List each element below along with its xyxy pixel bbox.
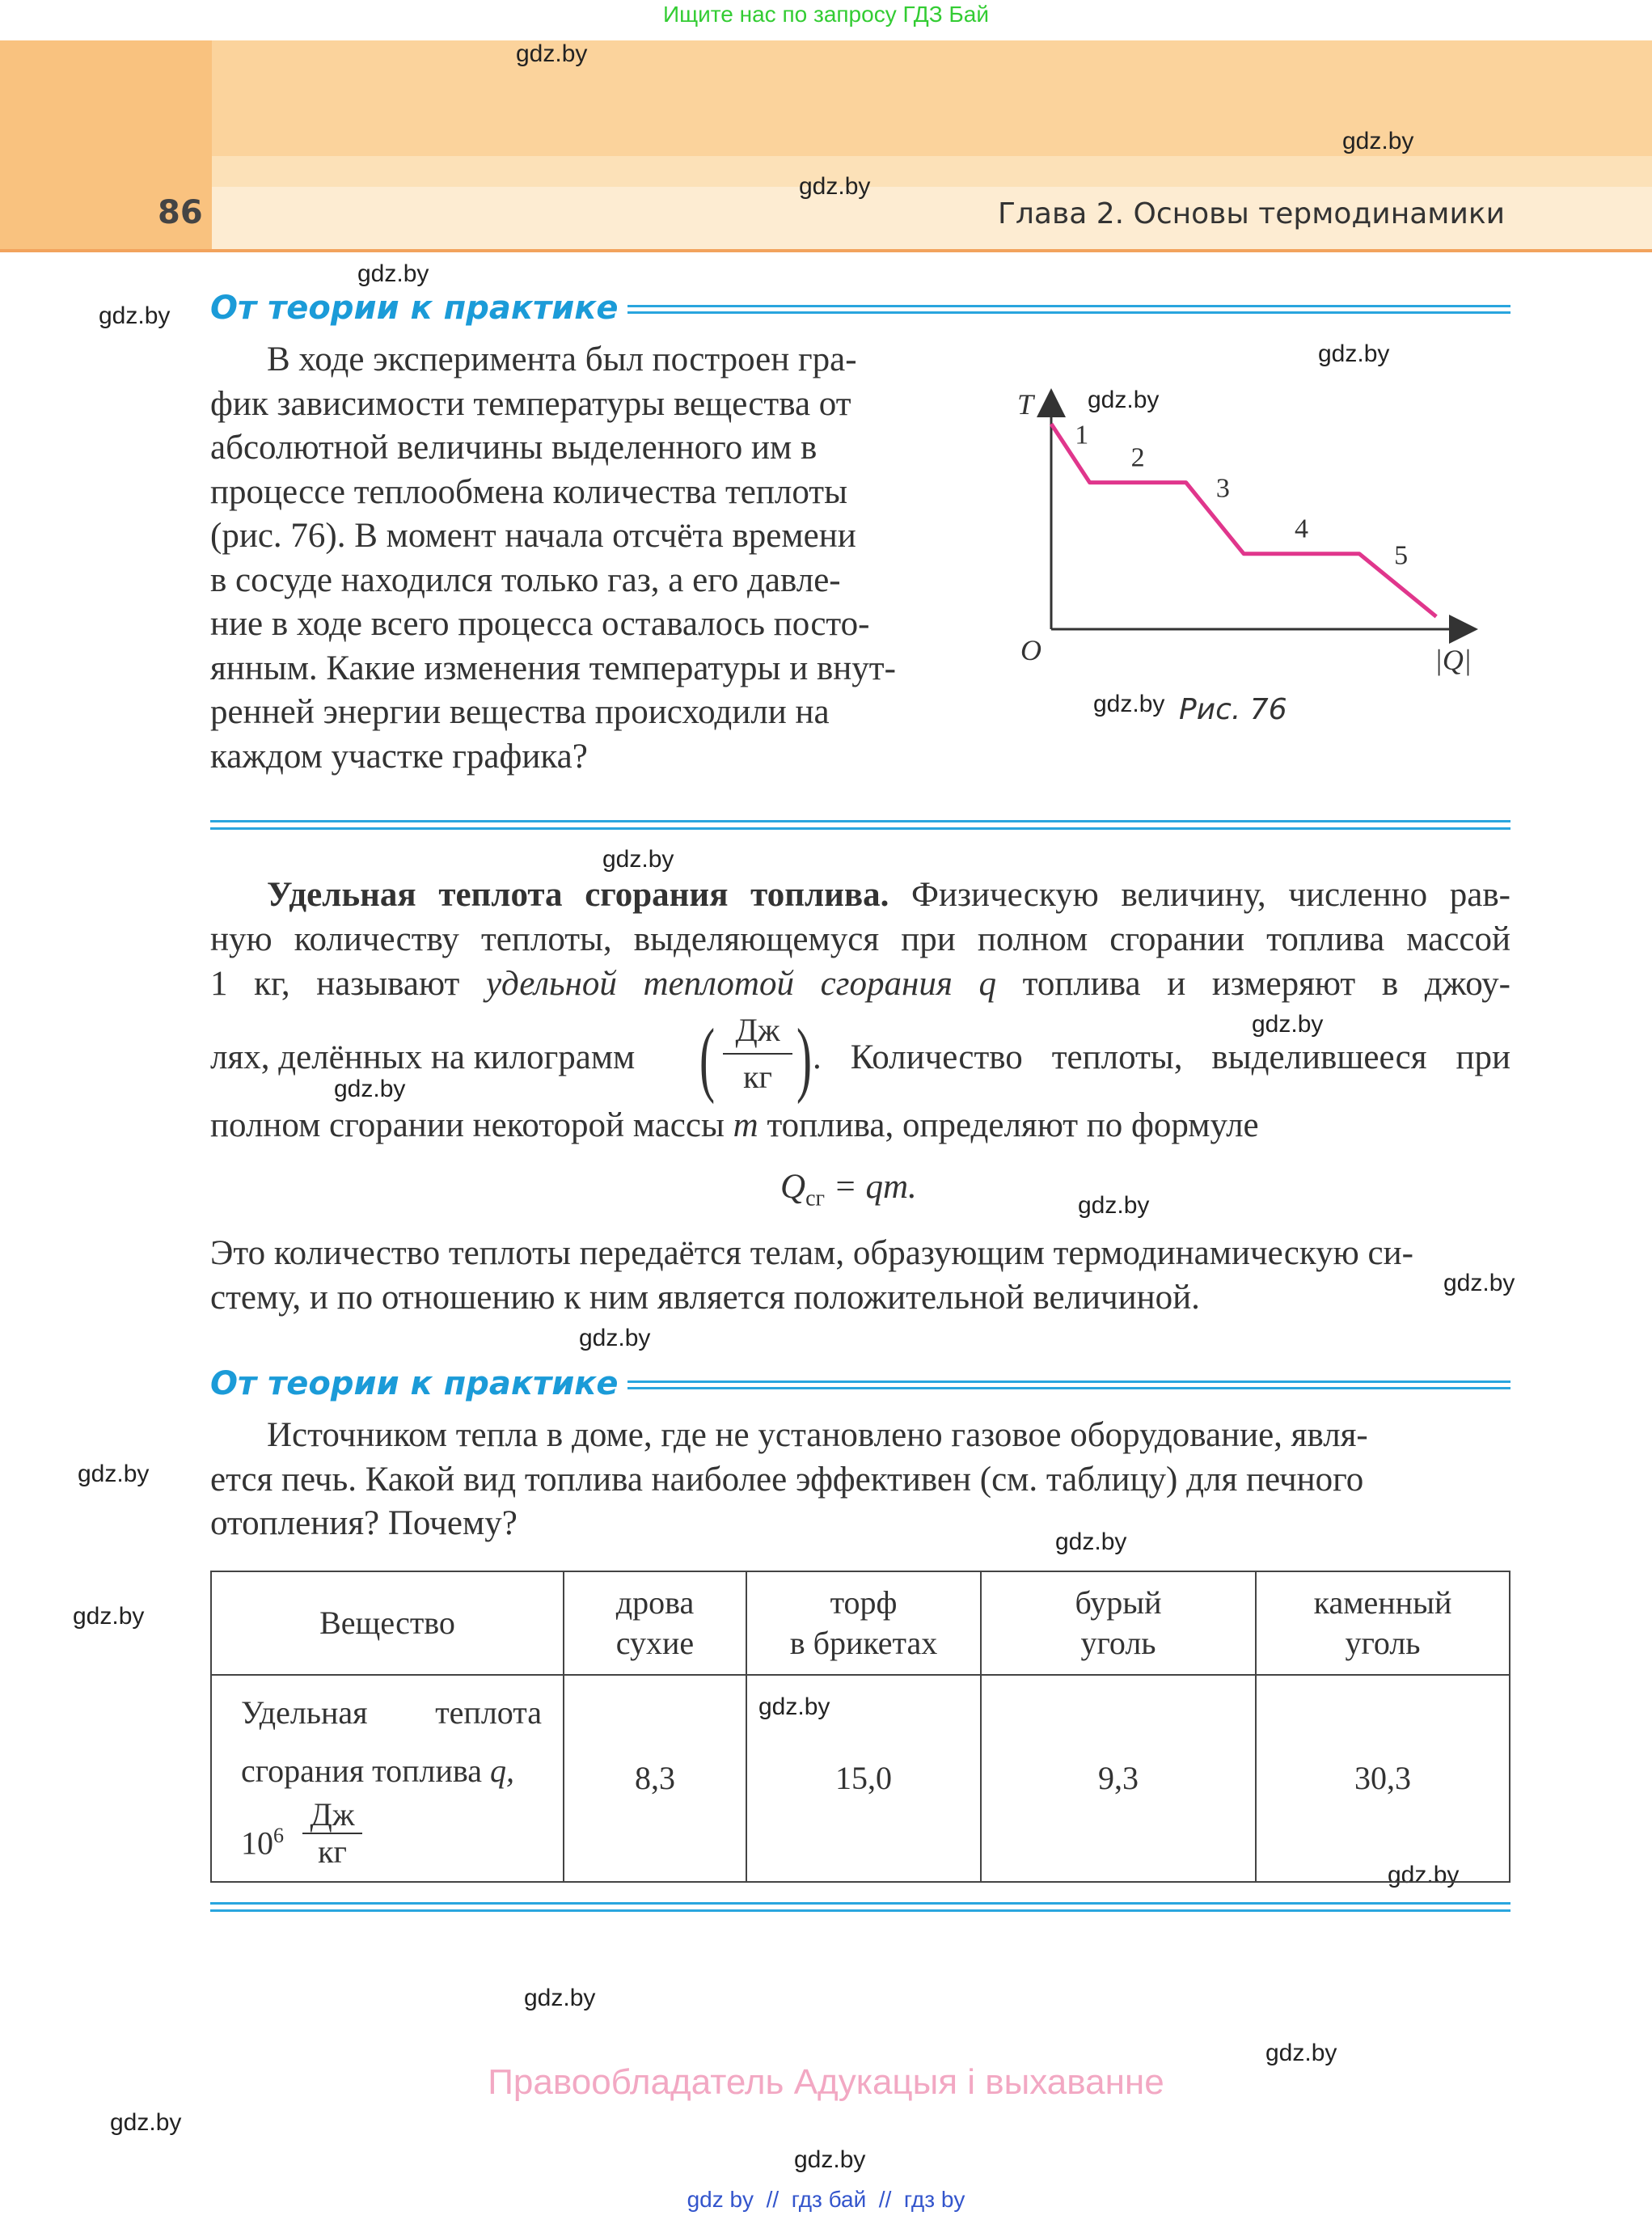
watermark: gdz.by xyxy=(1088,387,1160,413)
main-line-4a: лях, делённых на килограмм xyxy=(210,1038,636,1076)
watermark: gdz.by xyxy=(758,1693,830,1720)
text-line: каждом участке графика? xyxy=(210,737,588,776)
value-cell: 15,0 xyxy=(746,1675,981,1882)
header-text: уголь xyxy=(1345,1625,1421,1661)
watermark: gdz.by xyxy=(579,1325,651,1351)
row-label-line xyxy=(241,1742,542,1800)
watermark: gdz.by xyxy=(357,260,429,287)
symbol-q: q, xyxy=(489,1753,514,1789)
watermark: gdz.by xyxy=(1055,1528,1127,1555)
rights-holder: Правообладатель Адукацыя і выхаванне xyxy=(488,2062,1164,2102)
section-title-rule xyxy=(627,1380,1510,1383)
text: топлива и измеряют в джоу- xyxy=(995,965,1510,1003)
watermark: gdz.by xyxy=(73,1603,145,1630)
header-text: уголь xyxy=(1080,1625,1156,1661)
segment-label-5: 5 xyxy=(1394,540,1409,571)
unit-exp: 6 xyxy=(273,1824,284,1847)
segment-label-3: 3 xyxy=(1215,473,1230,504)
section1-text xyxy=(210,338,938,779)
watermark: gdz.by xyxy=(1078,1192,1150,1219)
section-end-rule xyxy=(210,1902,1510,1905)
watermark: gdz.by xyxy=(794,2146,866,2173)
main-line-5 xyxy=(210,1104,1510,1148)
table-header-row xyxy=(211,1571,1510,1675)
text-line: Источником тепла в доме, где не установлено газовое оборудование, явля- xyxy=(267,1416,1368,1454)
formula-Q: Q xyxy=(780,1168,806,1206)
fraction-bar xyxy=(723,1053,792,1055)
main-line-2: ную количеству теплоты, выделяющемуся при полном сгорании топлива массой xyxy=(210,920,1510,958)
unit-denominator: кг xyxy=(743,1059,772,1095)
unit-numerator: Дж xyxy=(310,1796,355,1833)
text-line: стему, и по отношению к ним является положительной величиной. xyxy=(210,1278,1200,1317)
section-title: От теории к практике xyxy=(210,1365,619,1402)
section-end-rule xyxy=(210,827,1510,830)
formula-rest: = qm. xyxy=(824,1168,917,1206)
text-line: янным. Какие изменения температуры и внут- xyxy=(210,649,896,687)
main-paragraph-2 xyxy=(210,1232,1510,1320)
header-top-band xyxy=(212,40,1652,156)
unit-fraction xyxy=(302,1797,362,1870)
right-paren: ) xyxy=(796,1012,813,1105)
row-label-cell xyxy=(211,1675,564,1882)
text-line: в сосуде находился только газ, а его давле- xyxy=(210,560,841,599)
watermark: gdz.by xyxy=(1093,691,1165,717)
text-line: В ходе эксперимента был построен гра- xyxy=(267,340,857,378)
symbol-q: q xyxy=(978,965,996,1003)
watermark: gdz.by xyxy=(1318,340,1390,367)
header-divider xyxy=(0,249,1652,252)
row-label-unit xyxy=(241,1796,542,1870)
section2-text xyxy=(210,1414,1510,1546)
header-text: бурый xyxy=(1075,1584,1162,1621)
x-axis-label: |Q| xyxy=(1434,644,1472,676)
segment-label-2: 2 xyxy=(1130,442,1145,473)
header-cell xyxy=(211,1571,564,1675)
value-cell: 9,3 xyxy=(981,1675,1256,1882)
table-row xyxy=(211,1675,1510,1882)
header-cell xyxy=(746,1571,981,1675)
footer-links[interactable]: gdz by // гдз бай // гдз by xyxy=(687,2187,965,2212)
origin-label: O xyxy=(1020,634,1041,666)
unit-denominator: кг xyxy=(318,1833,347,1870)
header-text: дрова xyxy=(615,1584,695,1621)
temperature-curve xyxy=(1051,424,1436,616)
top-banner[interactable]: Ищите нас по запросу ГДЗ Бай xyxy=(662,2,990,27)
watermark: gdz.by xyxy=(602,846,674,873)
figure-caption: Рис. 76 xyxy=(1179,693,1287,726)
figure-76 xyxy=(995,380,1496,696)
main-line-3 xyxy=(210,962,1510,1007)
watermark: gdz.by xyxy=(799,173,871,200)
formula xyxy=(780,1167,917,1212)
fuel-table xyxy=(210,1571,1510,1883)
watermark: gdz.by xyxy=(1342,128,1414,154)
watermark: gdz.by xyxy=(99,302,171,329)
text-line: процессе теплообмена количества теплоты xyxy=(210,472,847,511)
watermark: gdz.by xyxy=(110,2109,182,2136)
header-text: каменный xyxy=(1313,1584,1452,1621)
section-end-rule xyxy=(210,820,1510,822)
term-italic: удельной теплотой сгорания xyxy=(485,965,953,1003)
text-line: отопления? Почему? xyxy=(210,1504,518,1542)
value-cell: 8,3 xyxy=(564,1675,746,1882)
symbol-m: m xyxy=(733,1106,758,1144)
section-title: От теории к практике xyxy=(210,290,619,327)
header-text: торф xyxy=(830,1584,898,1621)
watermark: gdz.by xyxy=(524,1985,596,2011)
text: Физическую величину, численно рав- xyxy=(889,876,1510,914)
watermark: gdz.by xyxy=(78,1461,150,1487)
header-cell xyxy=(1256,1571,1510,1675)
text-line: Это количество теплоты передаётся телам, образующим термодинамическую си- xyxy=(210,1234,1413,1272)
left-paren: ( xyxy=(699,1012,716,1105)
formula-subscript: сг xyxy=(805,1186,825,1211)
section-title-rule xyxy=(627,1387,1510,1389)
text-line: (рис. 76). В момент начала отсчёта времени xyxy=(210,517,856,555)
value-cell: 30,3 xyxy=(1256,1675,1510,1882)
section-title-rule xyxy=(627,311,1510,314)
header-text: в брикетах xyxy=(789,1625,938,1661)
segment-label-1: 1 xyxy=(1075,420,1089,450)
chapter-title: Глава 2. Основы термодинамики xyxy=(997,197,1505,230)
header-cell xyxy=(564,1571,746,1675)
main-line-4b: . Количество теплоты, выделившееся при xyxy=(813,1038,1510,1076)
text-line: ние в ходе всего процесса оставалось посто- xyxy=(210,605,870,643)
text-line: фик зависимости температуры вещества от xyxy=(210,384,851,423)
text: 1 кг, называют xyxy=(210,965,486,1003)
row-label-line: Удельная теплота xyxy=(241,1694,542,1731)
header-strip xyxy=(212,156,1652,187)
segment-label-4: 4 xyxy=(1295,514,1309,544)
watermark: gdz.by xyxy=(1265,2040,1337,2066)
unit-numerator: Дж xyxy=(735,1012,780,1048)
section-title-rule xyxy=(627,305,1510,307)
watermark: gdz.by xyxy=(1252,1011,1324,1038)
page-number: 86 xyxy=(158,194,203,231)
header-cell xyxy=(981,1571,1256,1675)
main-line-1 xyxy=(210,873,1510,918)
section-end-rule xyxy=(210,1909,1510,1912)
header-text: Вещество xyxy=(319,1605,455,1641)
text-line: абсолютной величины выделенного им в xyxy=(210,429,818,467)
watermark: gdz.by xyxy=(1388,1862,1460,1888)
y-axis-label: T xyxy=(1017,388,1034,421)
text-line: ренней энергии вещества происходили на xyxy=(210,693,830,731)
watermark: gdz.by xyxy=(334,1076,406,1102)
text: полном сгорании некоторой массы xyxy=(210,1106,733,1144)
row-label-text: сгорания топлива xyxy=(241,1753,482,1789)
text: топлива, определяют по формуле xyxy=(758,1106,1259,1144)
header-text: сухие xyxy=(615,1625,695,1661)
unit-fraction xyxy=(721,1011,794,1097)
watermark: gdz.by xyxy=(1443,1270,1515,1296)
watermark: gdz.by xyxy=(516,40,588,67)
text-line: ется печь. Какой вид топлива наиболее эффективен (см. таблицу) для печного xyxy=(210,1460,1364,1499)
term: Удельная теплота сгорания топлива. xyxy=(267,876,889,914)
unit-base: $10^6$ xyxy=(241,1824,284,1862)
